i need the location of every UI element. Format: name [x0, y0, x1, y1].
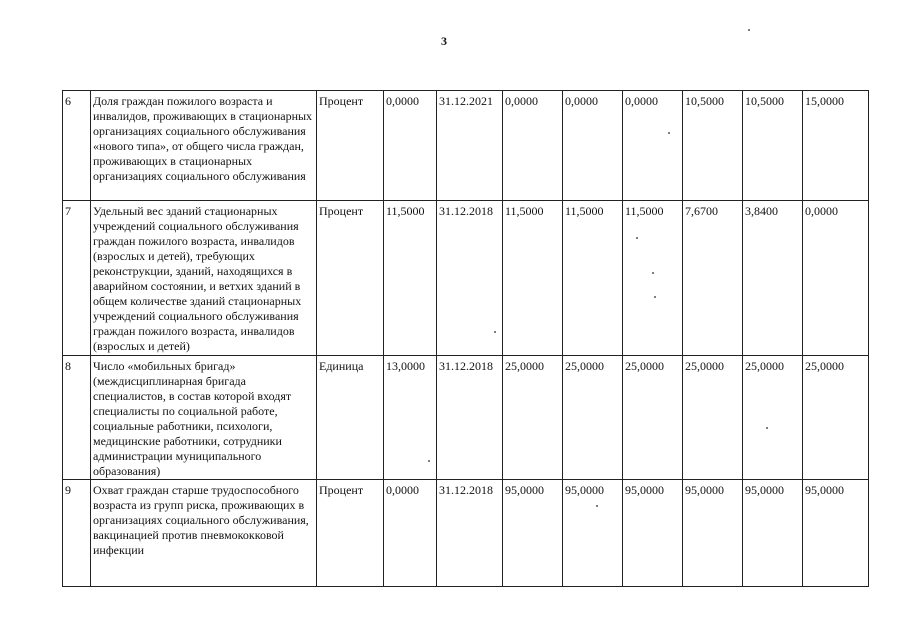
base-value-cell: 13,0000 [384, 356, 437, 480]
row-number: 6 [63, 91, 91, 201]
value-cell: 11,5000 [503, 201, 563, 356]
indicator-description: Доля граждан пожилого возраста и инвалидов, проживающих в стационарных организациях социального обслуживания «нового типа», от общего числа граждан, проживающих в стационарных организациях социального обслуживания [91, 91, 317, 201]
row-number: 7 [63, 201, 91, 356]
value-cell: 0,0000 [803, 201, 869, 356]
scan-speck [766, 427, 768, 429]
table-row [63, 356, 869, 480]
unit-cell: Процент [317, 201, 384, 356]
row-number: 8 [63, 356, 91, 480]
value-cell: 95,0000 [563, 480, 623, 587]
value-cell: 10,5000 [683, 91, 743, 201]
base-value-cell: 0,0000 [384, 91, 437, 201]
scan-speck [494, 331, 496, 333]
indicator-description: Число «мобильных бригад» (междисциплинарная бригада специалистов, в состав которой входят специалисты по социальной работе, социальные работники, психологи, медицинские работники, сотрудники администрации муниципального образования) [91, 356, 317, 480]
unit-cell: Единица [317, 356, 384, 480]
value-cell: 15,0000 [803, 91, 869, 201]
row-number: 9 [63, 480, 91, 587]
scan-speck [654, 296, 656, 298]
scan-speck [596, 505, 598, 507]
unit-cell: Процент [317, 91, 384, 201]
value-cell: 11,5000 [563, 201, 623, 356]
value-cell: 3,8400 [743, 201, 803, 356]
scan-speck [652, 272, 654, 274]
base-date-cell: 31.12.2018 [437, 356, 503, 480]
table-row [63, 480, 869, 587]
value-cell: 0,0000 [623, 91, 683, 201]
scan-speck [428, 460, 430, 462]
value-cell: 10,5000 [743, 91, 803, 201]
indicators-table [62, 90, 869, 587]
value-cell: 95,0000 [743, 480, 803, 587]
indicator-description: Охват граждан старше трудоспособного возраста из групп риска, проживающих в организациях социального обслуживания, вакцинацией против пневмококковой инфекции [91, 480, 317, 587]
value-cell: 95,0000 [683, 480, 743, 587]
page-number: 3 [441, 34, 447, 48]
indicator-description: Удельный вес зданий стационарных учреждений социального обслуживания граждан пожилого возраста, инвалидов (взрослых и детей), требующих реконструкции, зданий, находящихся в аварийном состоянии, и ветхих зданий в общем количестве зданий стационарных учреждений социального обслуживания граждан пожилого возраста, инвалидов (взрослых и детей) [91, 201, 317, 356]
unit-cell: Процент [317, 480, 384, 587]
value-cell: 95,0000 [803, 480, 869, 587]
base-date-cell: 31.12.2018 [437, 480, 503, 587]
value-cell: 25,0000 [803, 356, 869, 480]
table-row [63, 201, 869, 356]
value-cell: 25,0000 [503, 356, 563, 480]
value-cell: 7,6700 [683, 201, 743, 356]
value-cell: 25,0000 [683, 356, 743, 480]
value-cell: 25,0000 [563, 356, 623, 480]
base-value-cell: 0,0000 [384, 480, 437, 587]
value-cell: 95,0000 [503, 480, 563, 587]
scan-speck [668, 132, 670, 134]
value-cell: 11,5000 [623, 201, 683, 356]
value-cell: 25,0000 [623, 356, 683, 480]
value-cell: 0,0000 [503, 91, 563, 201]
table-row [63, 91, 869, 201]
base-date-cell: 31.12.2018 [437, 201, 503, 356]
value-cell: 95,0000 [623, 480, 683, 587]
scan-speck [748, 29, 750, 31]
value-cell: 25,0000 [743, 356, 803, 480]
scan-speck [636, 237, 638, 239]
value-cell: 0,0000 [563, 91, 623, 201]
base-date-cell: 31.12.2021 [437, 91, 503, 201]
base-value-cell: 11,5000 [384, 201, 437, 356]
